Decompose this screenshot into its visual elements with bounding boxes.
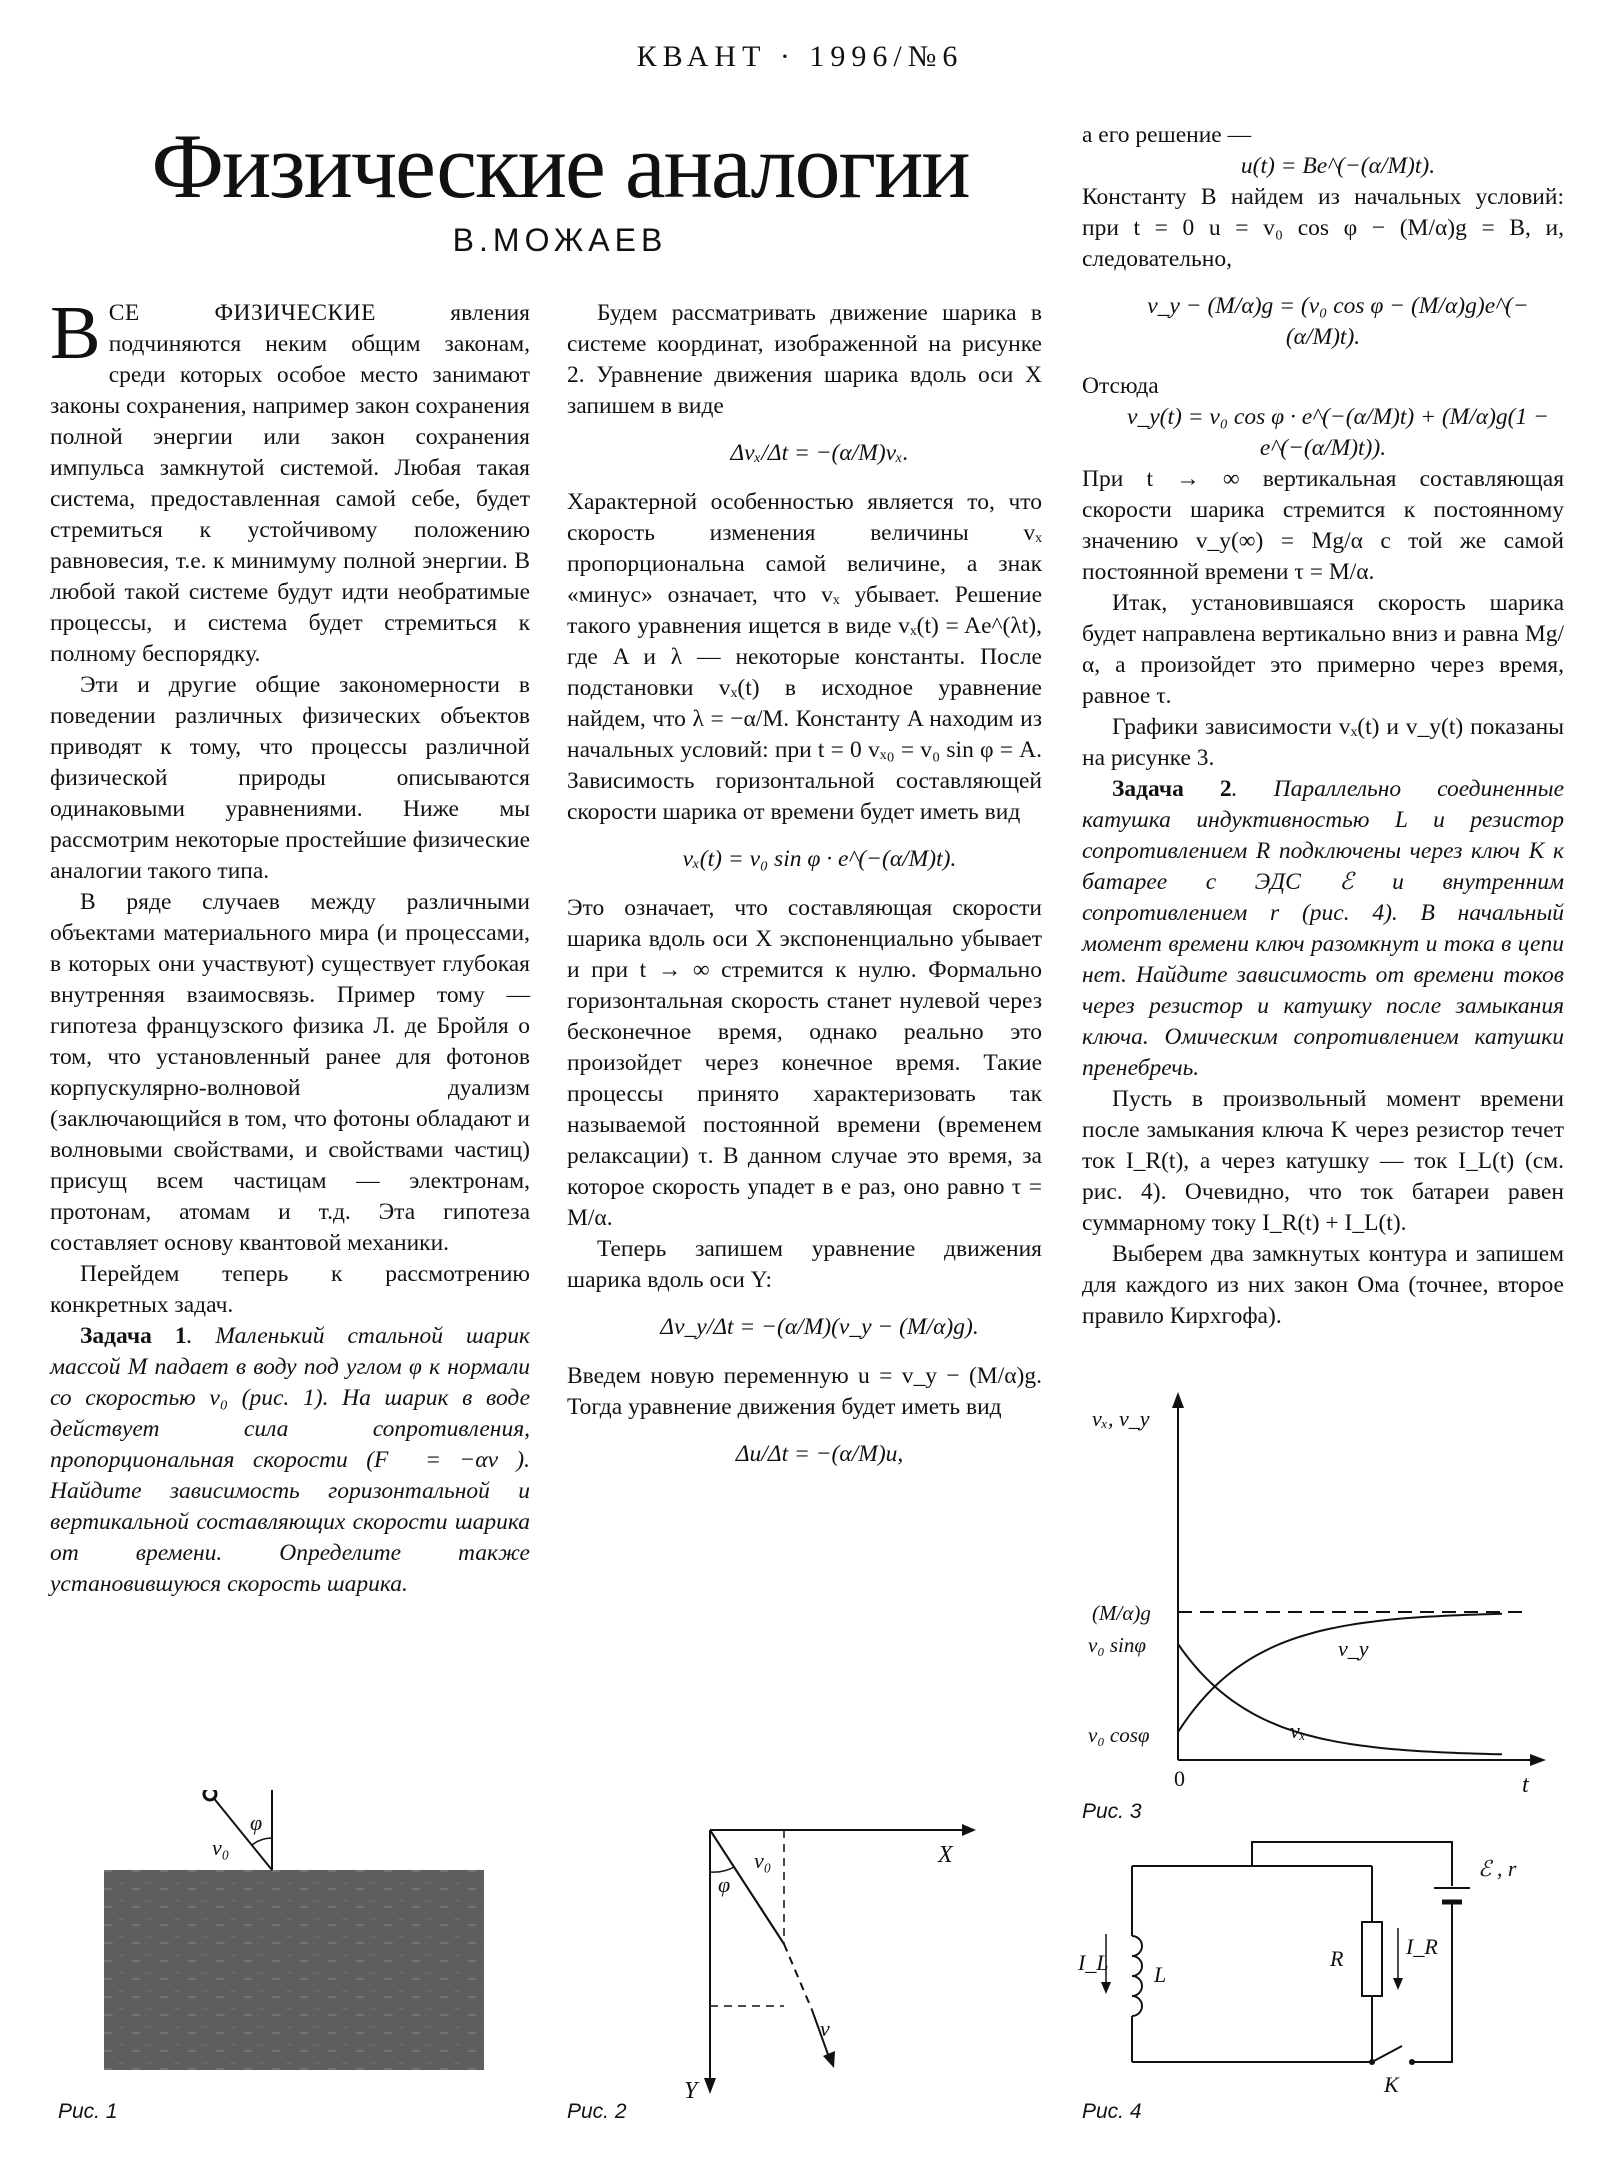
paragraph: Отсюда bbox=[1082, 373, 1159, 399]
equation: vₓ(t) = v₀ sin φ · e^(−(α/M)t). bbox=[682, 846, 957, 872]
switch-blade bbox=[1372, 2046, 1402, 2062]
page-title: Физические аналогии bbox=[151, 115, 969, 217]
figure-3-caption: Рис. 3 bbox=[1082, 1800, 1142, 1823]
equation: Δu/Δt = −(α/M)u, bbox=[735, 1441, 904, 1467]
label-IL: I_L bbox=[1078, 1950, 1109, 1975]
label-R: R bbox=[1330, 1946, 1344, 1971]
label-v: v bbox=[820, 2016, 830, 2041]
wire-top bbox=[1132, 1842, 1452, 1886]
axis-label-y: vₓ, v_y bbox=[1092, 1406, 1150, 1431]
equation: Δv_y/Δt = −(α/M)(v_y − (M/α)g). bbox=[660, 1314, 979, 1340]
drop-cap: В bbox=[50, 291, 101, 375]
label-L: L bbox=[1154, 1962, 1167, 1987]
equation: u(t) = Be^(−(α/M)t). bbox=[1240, 153, 1436, 179]
label-v0: v₀ bbox=[212, 1835, 230, 1860]
paragraph: Теперь запишем уравнение движения шарика вдоль оси Y: bbox=[567, 1236, 1042, 1293]
label-v0: v₀ bbox=[754, 1848, 772, 1873]
figure-4-caption: Рис. 4 bbox=[1082, 2100, 1142, 2123]
water-region bbox=[104, 1870, 484, 2070]
v-arrow bbox=[823, 2051, 835, 2068]
axis-label-x: t bbox=[1522, 1772, 1529, 1798]
task-1-label: Задача 1 bbox=[80, 1323, 187, 1349]
task-2-text: . Параллельно соединенные катушка индуктивностью L и резистор сопротивлением R подключены через ключ K к батарее с ЭДС ℰ и внутренним сопротивлением r (рис. 4). В начальный момент времени ключ разомкнут и тока в цепи нет. Найдите зависимость от времени токов через резистор и катушку после замыкания ключа. Омическим сопротивлением катушки пренебречь. bbox=[1082, 776, 1564, 1081]
tick-label-sin: v₀ sinφ bbox=[1088, 1633, 1146, 1657]
paragraph: Константу B найдем из начальных условий: при t = 0 u = v₀ cos φ − (M/α)g = B, и, следовательно, bbox=[1082, 184, 1564, 272]
figure-1 bbox=[100, 1790, 500, 2080]
series-label-vy: v_y bbox=[1338, 1636, 1369, 1661]
paragraph: При t → ∞ вертикальная составляющая скорости шарика стремится к постоянному значению v_y(∞) = Mg/α с той же самой постоянной времени τ = M/α. bbox=[1082, 466, 1564, 585]
current-arrowhead-IL bbox=[1101, 1982, 1111, 1994]
equation: v_y(t) = v₀ cos φ · e^(−(α/M)t) + (M/α)g(1 − e^(−(α/M)t)). bbox=[1127, 404, 1549, 461]
intro-text: явления подчиняются неким общим законам, среди которых особое место занимают законы сохранения, например закон сохранения полной энергии или закон сохранения импульса замкнутой системой. Любая такая система, предоставленная самой себе, будет стремиться к устойчивому положению равновесия, т.е. к минимуму полной энергии. В любой такой системе будут идти необратимые процессы, и система будет стремиться к полному беспорядку. bbox=[50, 300, 530, 667]
intro-paragraph bbox=[50, 291, 530, 670]
label-phi: φ bbox=[250, 1810, 263, 1835]
paragraph: а его решение — bbox=[1082, 122, 1252, 148]
figure-3-chart bbox=[1082, 1390, 1562, 1810]
tick-label-cos: v₀ cosφ bbox=[1088, 1723, 1150, 1747]
paragraph: Введем новую переменную u = v_y − (M/α)g. Тогда уравнение движения будет иметь вид bbox=[567, 1363, 1042, 1420]
x-axis-arrow bbox=[962, 1824, 976, 1836]
current-arrowhead-IR bbox=[1393, 1978, 1403, 1990]
running-head: КВАНТ · 1996/№6 bbox=[636, 40, 964, 73]
chart-x-arrow bbox=[1530, 1754, 1546, 1766]
column-3 bbox=[1082, 120, 1564, 1332]
paragraph: Итак, установившаяся скорость шарика будет направлена вертикально вниз и равна Mg/α, а произойдет это примерно через время, равное τ. bbox=[1082, 590, 1564, 709]
task-2-label: Задача 2 bbox=[1112, 776, 1232, 802]
figure-4-circuit bbox=[1072, 1836, 1542, 2096]
paragraph: Перейдем теперь к рассмотрению конкретных задач. bbox=[50, 1261, 530, 1318]
chart-y-arrow bbox=[1172, 1392, 1184, 1408]
paragraph: В ряде случаев между различными объектами материального мира (и процессами, в которых они участвуют) существует глубокая внутренняя взаимосвязь. Пример тому — гипотеза французского физика Л. де Бройля о том, что установленный ранее для фотонов корпускулярно-волновой дуализм (заключающийся в том, что фотоны обладают и волновыми свойствами, и свойствами частиц) присущ всем частицам — электронам, протонам, атомам и т.д. Эта гипотеза составляет основу квантовой механики. bbox=[50, 889, 530, 1256]
paragraph: Выберем два замкнутых контура и запишем для каждого из них закон Ома (точнее, второе правило Кирхгофа). bbox=[1082, 1241, 1564, 1329]
paragraph: Характерной особенностью является то, что скорость изменения величины vₓ пропорциональна самой величине, а знак «минус» означает, что vₓ убывает. Решение такого уравнения ищется в виде vₓ(t) = Ae^(λt), где A и λ — некоторые константы. После подстановки vₓ(t) в исходное уравнение найдем, что λ = −α/M. Константу A находим из начальных условий: при t = 0 vₓ₀ = v₀ sin φ = A. Зависимость горизонтальной составляющей скорости шарика от времени будет иметь вид bbox=[567, 489, 1042, 825]
angle-arc bbox=[252, 1838, 272, 1845]
intro-caps: СЕ ФИЗИЧЕСКИЕ bbox=[108, 300, 377, 326]
figure-2 bbox=[680, 1810, 980, 2100]
label-K: K bbox=[1384, 2072, 1399, 2096]
task-1 bbox=[50, 1321, 530, 1600]
equation: Δvₓ/Δt = −(α/M)vₓ. bbox=[730, 440, 909, 466]
task-1-text: . Маленький стальной шарик массой M падает в воду под углом φ к нормали со скоростью v₀ (рис. 1). На шарик в воде действует сила сопротивления, пропорциональная скорости (F⃗ = −αv⃗). Найдите зависимость горизонтальной и вертикальной составляющих скорости шарика от времени. Определите также установившуюся скорость шарика. bbox=[50, 1323, 530, 1597]
label-x: X bbox=[938, 1842, 953, 1868]
column-1 bbox=[50, 291, 530, 1600]
v-continuation bbox=[784, 1944, 812, 2010]
ball bbox=[204, 1790, 216, 1800]
label-IR: I_R bbox=[1406, 1934, 1438, 1959]
figure-1-caption: Рис. 1 bbox=[58, 2100, 118, 2123]
paragraph: Это означает, что составляющая скорости шарика вдоль оси X экспоненциально убывает и при t → ∞ стремится к нулю. Формально горизонтальная скорость станет нулевой через бесконечное время, однако реально это произойдет через конечное время. Такие процессы принято характеризовать так называемой постоянной времени (временем релаксации) τ. В данном случае это время, за которое скорость упадет в e раз, оно равно τ = M/α. bbox=[567, 895, 1042, 1231]
column-2 bbox=[567, 298, 1042, 1488]
paragraph: Будем рассматривать движение шарика в системе координат, изображенной на рисунке 2. Уравнение движения шарика вдоль оси X запишем в виде bbox=[567, 300, 1042, 419]
task-2 bbox=[1082, 774, 1564, 1084]
y-axis-arrow bbox=[704, 2078, 716, 2094]
equation: v_y − (M/α)g = (v₀ cos φ − (M/α)g)e^(−(α/M)t). bbox=[1147, 293, 1529, 350]
author: В.МОЖАЕВ bbox=[452, 222, 668, 258]
label-emf: ℰ , r bbox=[1478, 1856, 1517, 1881]
paragraph: Графики зависимости vₓ(t) и v_y(t) показаны на рисунке 3. bbox=[1082, 714, 1564, 771]
tick-label-mg: (M/α)g bbox=[1092, 1601, 1151, 1625]
paragraph: Эти и другие общие закономерности в поведении различных физических объектов приводят к тому, что процессы различной физической природы описываются одинаковыми уравнениями. Ниже мы рассмотрим некоторые простейшие физические аналогии такого типа. bbox=[50, 672, 530, 884]
inductor-coil bbox=[1132, 1936, 1142, 2016]
series-label-vx: vₓ bbox=[1290, 1718, 1307, 1743]
label-phi: φ bbox=[718, 1872, 731, 1897]
origin-label: 0 bbox=[1174, 1766, 1185, 1791]
resistor bbox=[1362, 1922, 1382, 1996]
label-y: Y bbox=[684, 2078, 698, 2100]
figure-2-caption: Рис. 2 bbox=[567, 2100, 627, 2123]
paragraph: Пусть в произвольный момент времени после замыкания ключа K через резистор течет ток I_R(t), а через катушку — ток I_L(t) (см. рис. 4). Очевидно, что ток батареи равен суммарному току I_R(t) + I_L(t). bbox=[1082, 1086, 1564, 1236]
series-line-vy bbox=[1178, 1614, 1502, 1732]
